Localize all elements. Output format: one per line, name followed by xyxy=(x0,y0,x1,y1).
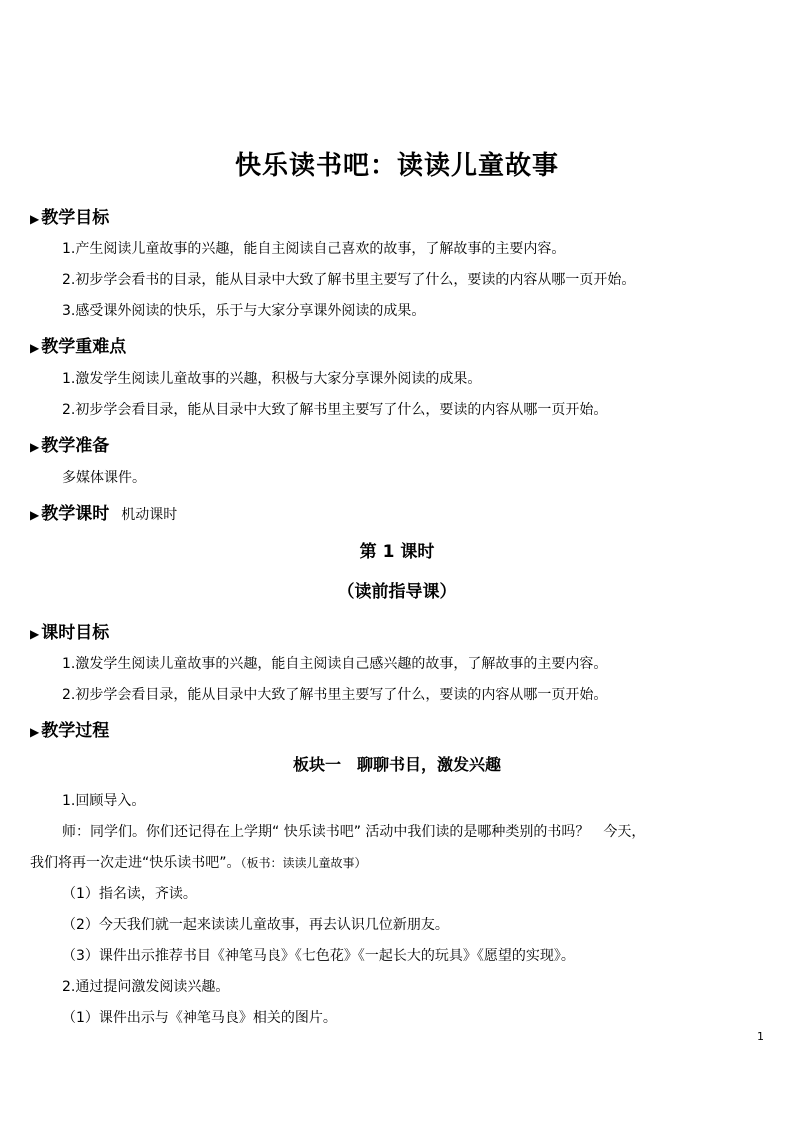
triangle-bullet-icon: ▶ xyxy=(30,212,40,226)
heading-text: 教学过程 xyxy=(41,721,110,741)
key-point-item-2: 2.初步学会看目录，能从目录中大致了解书里主要写了什么，要读的内容从哪一页开始。 xyxy=(62,402,608,418)
process-line-6: 2.通过提问激发阅读兴趣。 xyxy=(62,979,230,995)
triangle-bullet-icon: ▶ xyxy=(30,508,40,522)
process-line-4: （2）今天我们就一起来读读儿童故事，再去认识几位新朋友。 xyxy=(62,917,449,933)
triangle-bullet-icon: ▶ xyxy=(30,725,40,739)
lesson-goal-item-2: 2.初步学会看目录，能从目录中大致了解书里主要写了什么，要读的内容从哪一页开始。 xyxy=(62,687,608,703)
heading-text: 教学重难点 xyxy=(41,337,127,357)
process-line-2: 师：同学们。你们还记得在上学期“ 快乐读书吧” 活动中我们读的是哪种类别的书吗？ 今天， xyxy=(62,824,646,840)
heading-text: 教学目标 xyxy=(41,208,110,228)
lesson-title: 第 1 课时 xyxy=(359,542,435,562)
triangle-bullet-icon: ▶ xyxy=(30,627,40,641)
heading-teaching-process xyxy=(30,716,109,741)
block-title: 板块一 聊聊书目，激发兴趣 xyxy=(292,755,501,774)
heading-teaching-prep xyxy=(30,431,109,456)
triangle-bullet-icon: ▶ xyxy=(30,440,40,454)
process-line-5: （3）课件出示推荐书目《神笔马良》《七色花》《一起长大的玩具》《愿望的实现》。 xyxy=(62,948,575,964)
process-line-7: （1）课件出示与《神笔马良》相关的图片。 xyxy=(62,1010,337,1026)
process-line-3: （1）指名读，齐读。 xyxy=(62,886,197,902)
heading-text: 教学课时 xyxy=(41,504,110,524)
process-line-2-main: 我们将再一次走进“快乐读书吧”。 xyxy=(30,855,241,871)
blackboard-note: （板书：读读儿童故事） xyxy=(240,856,367,870)
process-line-2-cont xyxy=(30,852,367,872)
key-point-item-1: 1.激发学生阅读儿童故事的兴趣，积极与大家分享课外阅读的成果。 xyxy=(62,371,482,387)
hours-value: 机动课时 xyxy=(121,507,178,523)
page-title: 快乐读书吧：读读儿童故事 xyxy=(234,151,559,181)
lesson-goal-item-1: 1.激发学生阅读儿童故事的兴趣，能自主阅读自己感兴趣的故事，了解故事的主要内容。 xyxy=(62,656,608,672)
process-line-1: 1.回顾导入。 xyxy=(62,793,146,809)
page-number: 1 xyxy=(757,1030,764,1043)
goal-item-1: 1.产生阅读儿童故事的兴趣，能自主阅读自己喜欢的故事，了解故事的主要内容。 xyxy=(62,241,566,257)
heading-lesson-goals xyxy=(30,618,109,643)
heading-teaching-goals xyxy=(30,203,109,228)
triangle-bullet-icon: ▶ xyxy=(30,341,40,355)
heading-key-points xyxy=(30,332,126,357)
goal-item-2: 2.初步学会看书的目录，能从目录中大致了解书里主要写了什么，要读的内容从哪一页开始。 xyxy=(62,272,636,288)
heading-text: 课时目标 xyxy=(41,623,110,643)
heading-text: 教学准备 xyxy=(41,436,110,456)
heading-teaching-hours xyxy=(30,499,177,524)
lesson-subtitle: （读前指导课） xyxy=(337,582,457,602)
goal-item-3: 3.感受课外阅读的快乐，乐于与大家分享课外阅读的成果。 xyxy=(62,303,426,319)
prep-text: 多媒体课件。 xyxy=(62,470,146,486)
